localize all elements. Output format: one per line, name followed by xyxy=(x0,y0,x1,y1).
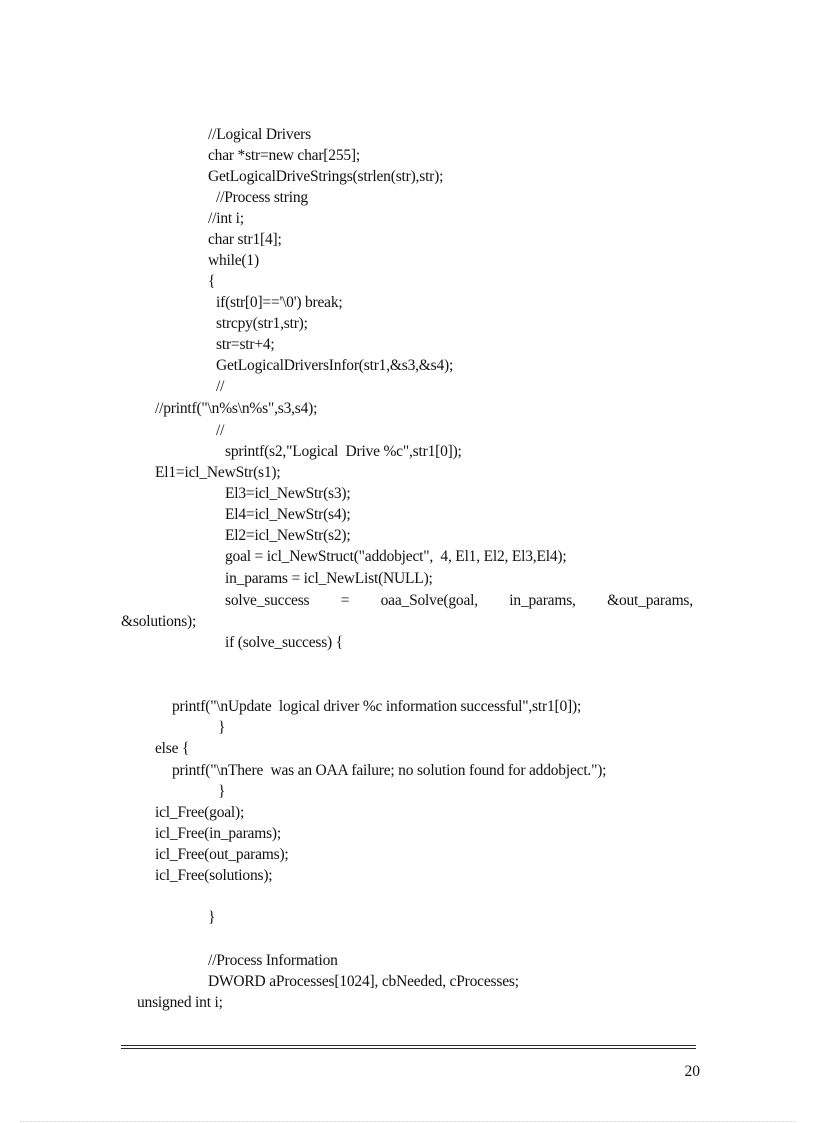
code-line: unsigned int i; xyxy=(137,994,223,1011)
code-line-justified xyxy=(225,591,693,611)
code-line: GetLogicalDriversInfor(str1,&s3,&s4); xyxy=(216,357,454,374)
code-line: while(1) xyxy=(208,252,259,269)
code-line: icl_Free(goal); xyxy=(155,804,245,821)
code-line: El1=icl_NewStr(s1); xyxy=(155,464,281,481)
code-line: GetLogicalDriveStrings(strlen(str),str); xyxy=(208,168,444,185)
code-line: if (solve_success) { xyxy=(225,634,343,651)
code-line: sprintf(s2,"Logical Drive %c",str1[0]); xyxy=(225,443,462,460)
code-line: //Process string xyxy=(216,189,308,206)
code-line: &solutions); xyxy=(121,613,197,630)
code-line: str=str+4; xyxy=(216,336,275,353)
code-token: oaa_Solve(goal, xyxy=(380,592,478,609)
page-number: 20 xyxy=(684,1063,700,1080)
code-line: // xyxy=(216,422,225,439)
code-line: if(str[0]=='\0') break; xyxy=(216,294,343,311)
code-line: icl_Free(solutions); xyxy=(155,867,273,884)
code-line: printf("\nUpdate logical driver %c information successful",str1[0]); xyxy=(172,698,582,715)
code-line: //Process Information xyxy=(208,952,338,969)
code-token: in_params, xyxy=(509,592,576,609)
code-line: icl_Free(in_params); xyxy=(155,825,281,842)
code-line: else { xyxy=(155,740,190,757)
code-line: DWORD aProcesses[1024], cbNeeded, cProcesses; xyxy=(208,973,519,990)
footer-rule xyxy=(121,1045,696,1046)
code-line: El3=icl_NewStr(s3); xyxy=(225,485,351,502)
page-bottom-border xyxy=(20,1121,796,1122)
code-line: goal = icl_NewStruct("addobject", 4, El1, El2, El3,El4); xyxy=(225,548,567,565)
code-line: { xyxy=(208,273,216,290)
code-line: char str1[4]; xyxy=(208,231,282,248)
code-line: //Logical Drivers xyxy=(208,126,311,143)
code-line: char *str=new char[255]; xyxy=(208,147,360,164)
code-line: El2=icl_NewStr(s2); xyxy=(225,527,351,544)
code-line: // xyxy=(216,378,225,395)
code-token: solve_success xyxy=(225,592,310,609)
code-line: printf("\nThere was an OAA failure; no solution found for addobject."); xyxy=(172,762,607,779)
code-line: strcpy(str1,str); xyxy=(216,315,308,332)
code-line: //printf("\n%s\n%s",s3,s4); xyxy=(155,400,318,417)
code-token: &out_params, xyxy=(607,592,693,609)
code-line: icl_Free(out_params); xyxy=(155,846,289,863)
code-line: in_params = icl_NewList(NULL); xyxy=(225,570,433,587)
footer-rule xyxy=(121,1048,696,1049)
code-line: //int i; xyxy=(208,210,244,227)
code-line: El4=icl_NewStr(s4); xyxy=(225,506,351,523)
code-line: } xyxy=(208,909,216,926)
code-line: } xyxy=(218,783,226,800)
code-line: } xyxy=(218,719,226,736)
code-token: = xyxy=(340,592,350,609)
